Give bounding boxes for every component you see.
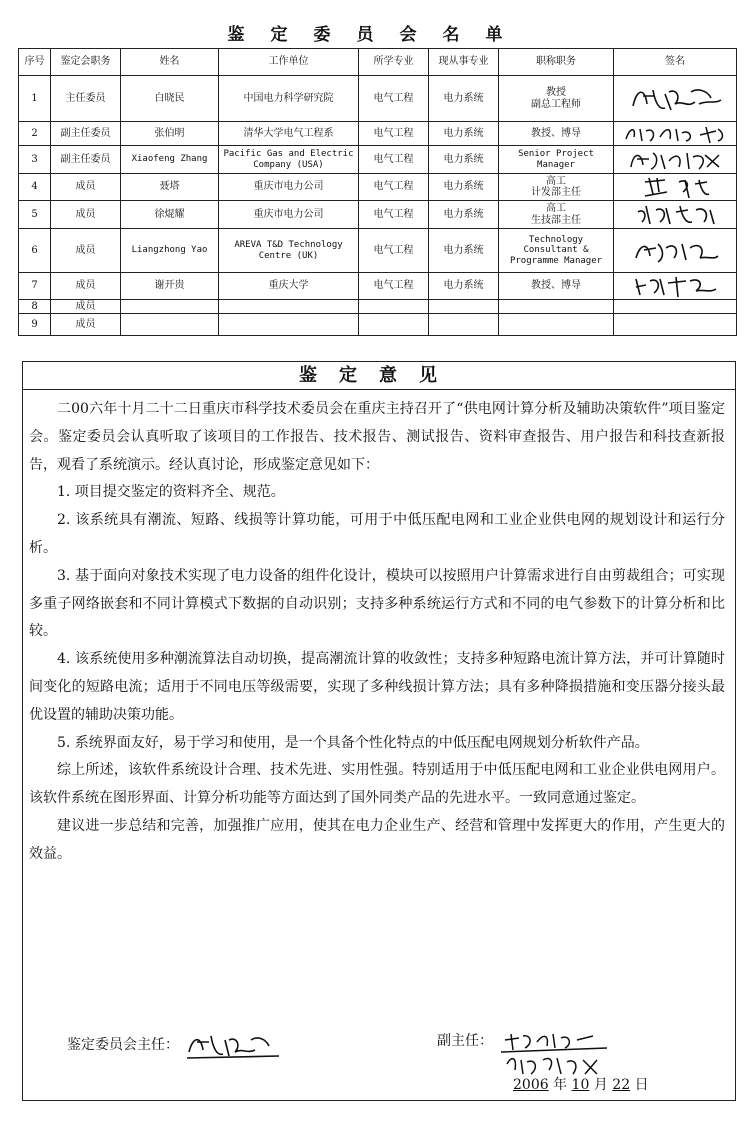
opinion-paragraph: 1. 项目提交鉴定的资料齐全、规范。 [57,484,285,501]
cell-major: 电气工程 [359,146,429,174]
cell-field: 电力系统 [429,201,499,229]
cell-role: 副主任委员 [51,122,121,146]
cell-unit: 重庆市电力公司 [219,201,359,229]
cell-unit: 重庆大学 [219,273,359,300]
signature-image [614,76,737,122]
date-month: 10 [571,1077,590,1093]
cell-field: 电力系统 [429,146,499,174]
header-role: 鉴定会职务 [51,49,121,76]
cell-field: 电力系统 [429,174,499,201]
cell-name: 徐焜耀 [121,201,219,229]
cell-major [359,314,429,336]
cell-no: 5 [19,201,51,229]
cell-no: 7 [19,273,51,300]
cell-field: 电力系统 [429,76,499,122]
cell-role: 副主任委员 [51,146,121,174]
cell-title: 教授、博导 [499,273,614,300]
cell-role: 成员 [51,201,121,229]
cell-major: 电气工程 [359,122,429,146]
cell-major: 电气工程 [359,273,429,300]
cell-no: 4 [19,174,51,201]
cell-field [429,314,499,336]
signature-image [614,122,737,146]
cell-title: 教授 副总工程师 [499,76,614,122]
cell-field: 电力系统 [429,122,499,146]
signature-image [614,201,737,229]
cell-unit: 中国电力科学研究院 [219,76,359,122]
cell-unit [219,314,359,336]
opinion-title: 鉴定意见 [23,362,735,390]
cell-field [429,300,499,314]
date-year-unit: 年 [553,1077,568,1093]
opinion-section [22,361,736,1101]
cell-name: 聂塔 [121,174,219,201]
table-row [19,229,737,273]
cell-no: 6 [19,229,51,273]
cell-major: 电气工程 [359,174,429,201]
opinion-paragraph: 3. 基于面向对象技术实现了电力设备的组件化设计，模块可以按照用户计算需求进行自由剪裁组合；可实现多重子网络嵌套和不同计算模式下数据的自动识别；支持多种系统运行方式和不同的电气参数下的计算分析和比较。 [29,567,725,640]
cell-signature [614,300,737,314]
signature-image [614,273,737,300]
table-row [19,300,737,314]
cell-role: 主任委员 [51,76,121,122]
cell-unit: 清华大学电气工程系 [219,122,359,146]
cell-major: 电气工程 [359,201,429,229]
cell-name: 谢开贵 [121,273,219,300]
cell-major: 电气工程 [359,76,429,122]
cell-title: 教授、博导 [499,122,614,146]
cell-title: Technology Consultant & Programme Manager [499,229,614,273]
date-day: 22 [612,1077,631,1093]
cell-signature [614,314,737,336]
cell-unit: AREVA T&D Technology Centre (UK) [219,229,359,273]
cell-title: 高工 计发部主任 [499,174,614,201]
table-header-row [19,49,737,76]
cell-no: 2 [19,122,51,146]
cell-unit: 重庆市电力公司 [219,174,359,201]
header-signature: 签名 [614,49,737,76]
committee-title: 鉴定委员会名单 [227,25,529,45]
cell-unit: Pacific Gas and Electric Company (USA) [219,146,359,174]
committee-table [18,48,737,336]
table-row [19,273,737,300]
cell-name: 张伯明 [121,122,219,146]
cell-role: 成员 [51,314,121,336]
cell-field: 电力系统 [429,229,499,273]
cell-no: 3 [19,146,51,174]
table-row [19,76,737,122]
opinion-body [29,396,725,869]
opinion-paragraph: 2. 该系统具有潮流、短路、线损等计算功能，可用于中低压配电网和工业企业供电网的规划设计和运行分析。 [29,512,725,556]
chair-signature-image [183,1030,283,1060]
vice-signoff [437,1030,617,1080]
cell-name [121,314,219,336]
header-name: 姓名 [121,49,219,76]
header-title: 职称职务 [499,49,614,76]
table-row [19,201,737,229]
opinion-paragraph: 4. 该系统使用多种潮流算法自动切换，提高潮流计算的收敛性；支持多种短路电流计算方法，并可计算随时间变化的短路电流；适用于不同电压等级需要，实现了多种线损计算方法；具有多种降损措施和变压器分接头最优设置的辅助决策功能。 [29,651,725,723]
opinion-paragraph: 5. 系统界面友好，易于学习和使用，是一个具备个性化特点的中低压配电网规划分析软件产品。 [57,734,649,751]
cell-role: 成员 [51,300,121,314]
date-month-unit: 月 [593,1077,608,1093]
header-field: 现从事专业 [429,49,499,76]
signoff-date [513,1074,649,1094]
chair-signoff [67,1030,283,1060]
cell-no: 8 [19,300,51,314]
signature-image [614,229,737,273]
header-unit: 工作单位 [219,49,359,76]
cell-title [499,300,614,314]
cell-name: Xiaofeng Zhang [121,146,219,174]
signature-image [614,174,737,201]
cell-major [359,300,429,314]
cell-unit [219,300,359,314]
cell-title: Senior Project Manager [499,146,614,174]
opinion-paragraph: 二00六年十月二十二日重庆市科学技术委员会在重庆主持召开了“供电网计算分析及辅助决策软件”项目鉴定会。鉴定委员会认真听取了该项目的工作报告、技术报告、测试报告、资料审查报告、用户报告和科技查新报告，观看了系统演示。经认真讨论，形成鉴定意见如下： [29,401,725,473]
chair-label: 鉴定委员会主任： [67,1037,179,1053]
cell-name: Liangzhong Yao [121,229,219,273]
cell-title: 高工 生技部主任 [499,201,614,229]
cell-title [499,314,614,336]
header-major: 所学专业 [359,49,429,76]
vice-signature-image [497,1030,617,1080]
cell-major: 电气工程 [359,229,429,273]
cell-no: 9 [19,314,51,336]
opinion-paragraph: 综上所述，该软件系统设计合理、技术先进、实用性强。特别适用于中低压配电网和工业企业供电网用户。该软件系统在图形界面、计算分析功能等方面达到了国外同类产品的先进水平。一致同意通过鉴定。 [29,762,725,807]
signature-image [614,146,737,174]
date-day-unit: 日 [634,1077,649,1093]
cell-role: 成员 [51,174,121,201]
cell-no: 1 [19,76,51,122]
cell-role: 成员 [51,273,121,300]
date-year: 2006 [513,1077,549,1093]
cell-name [121,300,219,314]
cell-role: 成员 [51,229,121,273]
opinion-paragraph: 建议进一步总结和完善，加强推广应用，使其在电力企业生产、经营和管理中发挥更大的作用，产生更大的效益。 [29,817,725,862]
vice-label: 副主任： [437,1033,493,1049]
cell-name: 白晓民 [121,76,219,122]
table-row [19,314,737,336]
table-row [19,174,737,201]
table-row [19,146,737,174]
header-no: 序号 [19,49,51,76]
cell-field: 电力系统 [429,273,499,300]
table-row [19,122,737,146]
